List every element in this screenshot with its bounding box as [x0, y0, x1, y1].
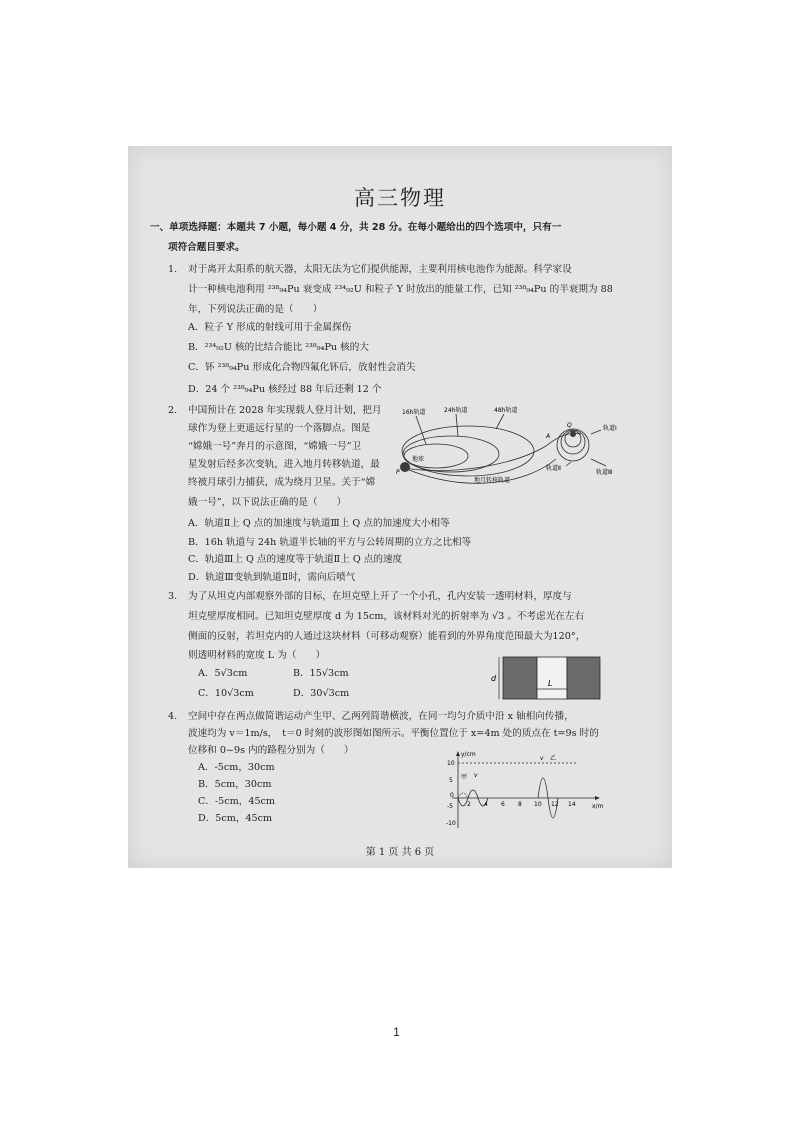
svg-text:-5: -5: [447, 803, 453, 810]
svg-text:v: v: [474, 772, 478, 779]
option-c: C．-5cm，45cm: [198, 796, 276, 807]
svg-text:乙: 乙: [550, 755, 557, 762]
question-text: 娥一号”，以下说法正确的是（ ）: [188, 497, 347, 508]
question-text: 计一种核电池利用 ²³⁸₉₄Pu 衰变成 ²³⁴₉₂U 和粒子 Y 时放出的能量工作，已知 ²³⁸₉₄Pu 的半衰期为 88: [188, 284, 613, 295]
question-number: 4.: [168, 711, 178, 722]
svg-text:L: L: [548, 679, 553, 688]
svg-text:0: 0: [450, 792, 454, 799]
option-a: A．轨道Ⅱ上 Q 点的加速度与轨道Ⅲ上 Q 点的加速度大小相等: [188, 518, 450, 529]
earth-icon: [400, 462, 410, 472]
option-d: D．轨道Ⅲ变轨到轨道Ⅱ时，需向后喷气: [188, 572, 356, 583]
svg-text:P: P: [396, 469, 400, 476]
question-number: 1.: [168, 264, 178, 275]
option-b: B．15√3cm: [293, 668, 349, 679]
option-c: C．钚 ²³⁸₉₄Pu 形成化合物四氟化钚后，放射性会消失: [188, 362, 416, 373]
svg-text:轨道Ⅲ: 轨道Ⅲ: [596, 469, 613, 476]
question-text: 为了从坦克内部观察外部的目标，在坦克壁上开了一个小孔，孔内安装一透明材料，厚度与: [188, 591, 572, 602]
question-text: 中国预计在 2028 年实现载人登月计划，把月: [188, 405, 382, 416]
svg-text:10: 10: [534, 801, 542, 808]
question-text: 侧面的反射，若坦克内的人通过这块材料（可移动观察）能看到的外界角度范围最大为120°，: [188, 631, 586, 642]
svg-text:v: v: [540, 755, 544, 762]
question-text: 对于离开太阳系的航天器，太阳无法为它们提供能源，主要利用核电池作为能源。科学家设: [188, 264, 572, 275]
question-text: 年，下列说法正确的是（ ）: [188, 304, 323, 315]
question-text: 终被月球引力捕获，成为绕月卫星。关于“嫦: [188, 477, 376, 488]
svg-text:24h轨道: 24h轨道: [444, 407, 468, 414]
option-b: B．16h 轨道与 24h 轨道半长轴的平方与公转周期的立方之比相等: [188, 537, 472, 548]
svg-text:10: 10: [447, 760, 455, 767]
svg-text:地球: 地球: [412, 456, 425, 463]
question-text: 球作为登上更遥远行星的一个落脚点。图是: [188, 423, 371, 434]
orbit-diagram: [396, 404, 626, 494]
svg-text:y/cm: y/cm: [461, 751, 476, 758]
option-a: A．粒子 Y 形成的射线可用于金属探伤: [188, 322, 352, 333]
svg-text:4: 4: [484, 801, 488, 808]
option-a: A．5√3cm: [198, 668, 248, 679]
question-text: 波速均为 v＝1m/s， t＝0 时刻的波形图如图所示。平衡位置位于 x=4m 处的质点在 t=9s 时的: [188, 728, 599, 739]
question-number: 2.: [168, 405, 178, 416]
option-d: D．24 个 ²³⁸₉₄Pu 核经过 88 年后还剩 12 个: [188, 384, 382, 395]
option-b: B．²³⁴₉₂U 核的比结合能比 ²³⁸₉₄Pu 核的大: [188, 342, 369, 353]
svg-text:14: 14: [568, 801, 576, 808]
option-c: C．轨道Ⅲ上 Q 点的速度等于轨道Ⅱ上 Q 点的速度: [188, 554, 403, 565]
svg-text:6: 6: [501, 801, 505, 808]
question-text: 坦克壁厚度相同。已知坦克壁厚度 d 为 15cm，该材料对光的折射率为 √3 。不考虑光在左右: [188, 611, 585, 622]
svg-text:Q: Q: [567, 422, 572, 429]
svg-text:地月转移轨道: 地月转移轨道: [474, 477, 511, 484]
question-text: “嫦娥一号”奔月的示意图，“嫦娥一号”卫: [188, 441, 362, 452]
svg-text:轨道Ⅱ: 轨道Ⅱ: [546, 465, 561, 472]
question-text: 位移和 0~9s 内的路程分别为（ ）: [188, 745, 354, 756]
option-b: B．5cm，30cm: [198, 779, 272, 790]
question-text: 则透明材料的宽度 L 为（ ）: [188, 650, 326, 661]
option-c: C．10√3cm: [198, 688, 254, 699]
option-d: D．5cm，45cm: [198, 813, 273, 824]
page-footer: 第 1 页 共 6 页: [365, 847, 435, 858]
section-heading: 一、单项选择题：本题共 7 小题，每小题 4 分，共 28 分。在每小题给出的四个选项中，只有一: [150, 222, 562, 233]
svg-text:5: 5: [449, 777, 453, 784]
svg-text:x/m: x/m: [592, 803, 604, 810]
exam-page: [128, 146, 672, 868]
svg-text:A: A: [546, 433, 551, 440]
question-text: 空间中存在两点做简谐运动产生甲、乙两列简谐横波，在同一均匀介质中沿 x 轴相向传播，: [188, 711, 574, 722]
svg-text:d: d: [491, 674, 497, 683]
page-title: 高三物理: [354, 186, 446, 210]
svg-text:12: 12: [551, 801, 559, 808]
page-number: 1: [393, 1025, 400, 1039]
moon-icon: [570, 431, 576, 437]
wave-graph: [446, 748, 606, 834]
option-a: A．-5cm，30cm: [198, 762, 275, 773]
tank-wall-diagram: [490, 654, 602, 702]
svg-text:甲: 甲: [461, 774, 468, 781]
svg-text:轨道Ⅰ: 轨道Ⅰ: [603, 425, 617, 432]
svg-text:48h轨道: 48h轨道: [494, 407, 518, 414]
svg-text:8: 8: [518, 801, 522, 808]
question-number: 3.: [168, 591, 178, 602]
question-text: 星发射后经多次变轨，进入地月转移轨道，最: [188, 459, 380, 470]
svg-text:2: 2: [467, 801, 471, 808]
section-heading-cont: 项符合题目要求。: [168, 242, 245, 253]
svg-text:-10: -10: [446, 820, 456, 827]
option-d: D．30√3cm: [293, 688, 350, 699]
svg-text:16h轨道: 16h轨道: [402, 409, 426, 416]
